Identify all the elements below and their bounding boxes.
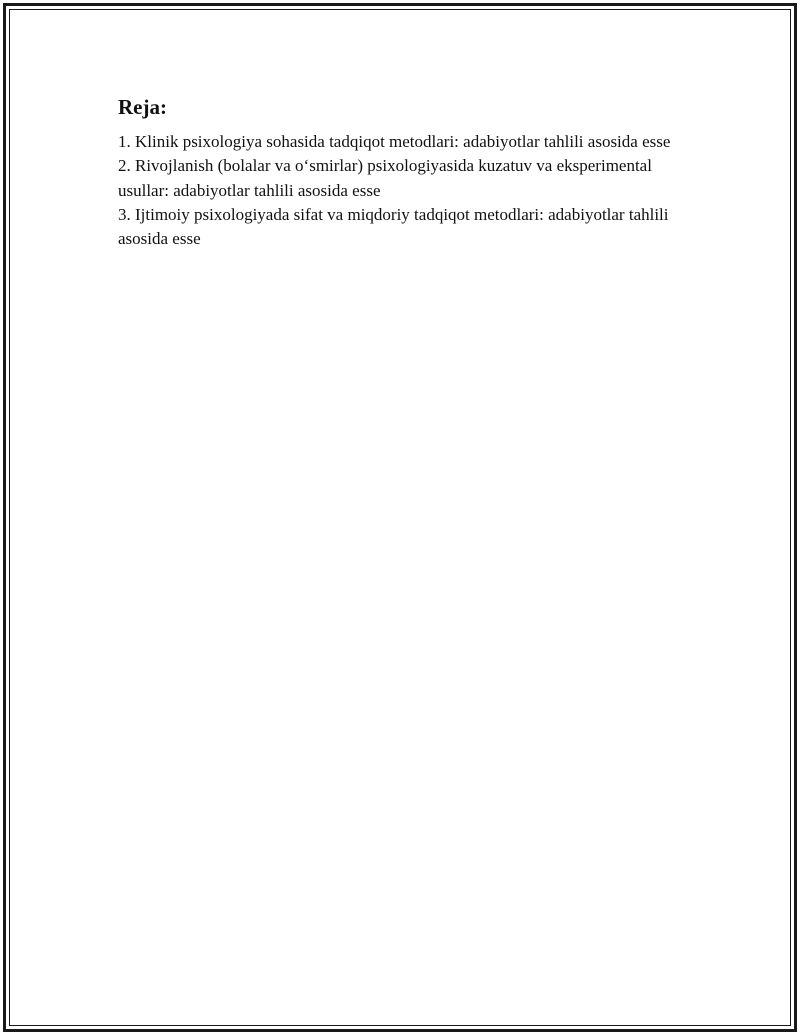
plan-item-1: 1. Klinik psixologiya sohasida tadqiqot metodlari: adabiyotlar tahlili asosida esse [118, 132, 671, 151]
plan-heading: Reja: [118, 95, 167, 119]
plan-list [118, 130, 693, 251]
plan-item-2: 2. Rivojlanish (bolalar va o‘smirlar) psixologiyasida kuzatuv va eksperimental usullar: adabiyotlar tahlili asosida esse [118, 156, 652, 200]
plan-item-3: 3. Ijtimoiy psixologiyada sifat va miqdoriy tadqiqot metodlari: adabiyotlar tahlili asosida esse [118, 204, 669, 249]
document-content [118, 94, 693, 251]
